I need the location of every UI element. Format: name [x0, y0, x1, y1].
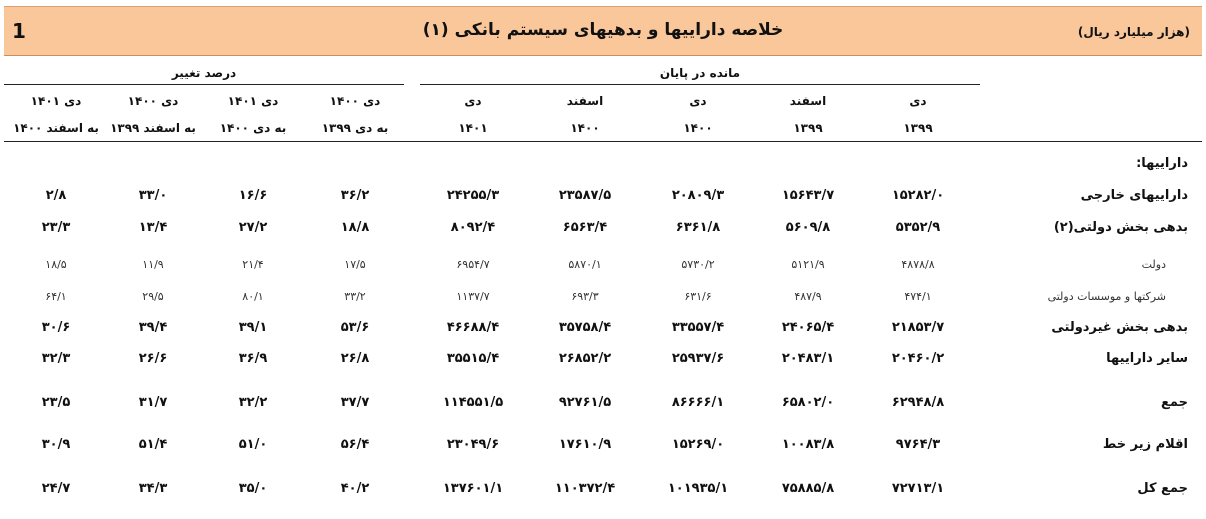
column-header-line2: ۱۴۰۱: [458, 121, 488, 135]
table-cell: ۳۵/۰: [238, 481, 268, 496]
table-cell: ۱۱۴۵۵۱/۵: [442, 395, 504, 410]
table-cell: ۳۳/۰: [138, 188, 168, 203]
table-cell: ۴۸۷/۹: [794, 290, 822, 303]
table-cell: ۶۳۱/۶: [684, 290, 712, 303]
header-rule: [4, 141, 1202, 142]
table-cell: ۲۶/۸: [340, 351, 370, 366]
table-cell: ۸۰۹۲/۴: [450, 220, 496, 235]
table-cell: ۷۵۸۸۵/۸: [781, 481, 835, 496]
table-cell: ۵۷۳۰/۲: [681, 258, 715, 271]
table-title: خلاصه داراییها و بدهیهای سیستم بانکی (۱): [422, 20, 784, 40]
table-cell: ۲۰۸۰۹/۳: [671, 188, 725, 203]
column-header-line1: دی: [909, 94, 927, 108]
row-label: سایر داراییها: [1106, 351, 1188, 366]
table-cell: ۶۲۹۴۸/۸: [891, 395, 945, 410]
row-label: بدهی بخش غیردولتی: [1051, 320, 1188, 335]
table-cell: ۴۶۶۸۸/۴: [446, 320, 500, 335]
table-cell: ۹۲۷۶۱/۵: [558, 395, 612, 410]
column-header-line1: دی ۱۴۰۱: [227, 94, 279, 108]
table-cell: ۶۹۵۴/۷: [456, 258, 490, 271]
column-header-line1: دی: [689, 94, 707, 108]
column-header-line2: ۱۳۹۹: [793, 121, 823, 135]
table-cell: ۳۶/۲: [340, 188, 370, 203]
table-cell: ۳۹/۱: [238, 320, 268, 335]
table-cell: ۳۵۵۱۵/۴: [446, 351, 500, 366]
table-cell: ۲۵۹۳۷/۶: [671, 351, 725, 366]
row-label: دولت: [1141, 258, 1166, 271]
row-label: بدهی بخش دولتی(۲): [1053, 220, 1188, 235]
row-label: اقلام زیر خط: [1102, 437, 1188, 452]
table-cell: ۹۷۶۴/۳: [895, 437, 941, 452]
table-cell: ۳۵۷۵۸/۴: [558, 320, 612, 335]
table-cell: ۱۵۶۴۳/۷: [781, 188, 835, 203]
table-cell: ۵۶/۴: [340, 437, 370, 452]
table-cell: ۲۳۵۸۷/۵: [558, 188, 612, 203]
table-cell: ۳۰/۹: [41, 437, 71, 452]
section-label: داراییها:: [1136, 156, 1188, 171]
table-cell: ۲۶/۶: [138, 351, 168, 366]
table-cell: ۲۳۰۴۹/۶: [446, 437, 500, 452]
table-cell: ۱۷۶۱۰/۹: [558, 437, 612, 452]
table-cell: ۵۸۷۰/۱: [568, 258, 602, 271]
column-header-line2: به اسفند ۱۴۰۰: [13, 121, 99, 135]
column-header-line2: به اسفند ۱۳۹۹: [110, 121, 196, 135]
column-header-line1: اسفند: [789, 94, 827, 108]
table-cell: ۲۱۸۵۳/۷: [891, 320, 945, 335]
table-cell: ۱۱۳۷/۷: [456, 290, 490, 303]
column-header-line1: اسفند: [566, 94, 604, 108]
table-cell: ۴۰/۲: [340, 481, 370, 496]
column-header-line2: ۱۴۰۰: [683, 121, 713, 135]
column-header-line2: ۱۴۰۰: [570, 121, 600, 135]
table-cell: ۱۷/۵: [344, 258, 366, 271]
row-label: جمع: [1161, 395, 1188, 410]
table-cell: ۳۳۵۵۷/۴: [671, 320, 725, 335]
table-cell: ۳۲/۳: [41, 351, 71, 366]
title-bar: [4, 6, 1202, 56]
table-cell: ۴۷۴/۱: [904, 290, 932, 303]
table-cell: ۲۷/۲: [238, 220, 268, 235]
table-cell: ۳۶/۹: [238, 351, 268, 366]
table-cell: ۲۰۴۶۰/۲: [891, 351, 945, 366]
table-cell: ۱۳/۴: [138, 220, 168, 235]
table-cell: ۲۶۸۵۲/۲: [558, 351, 612, 366]
table-cell: ۵۶۰۹/۸: [785, 220, 831, 235]
table-cell: ۶۵۶۳/۴: [562, 220, 608, 235]
table-cell: ۷۲۷۱۳/۱: [891, 481, 945, 496]
table-cell: ۶۵۸۰۲/۰: [781, 395, 835, 410]
table-cell: ۳۴/۳: [138, 481, 168, 496]
table-cell: ۲۴۰۶۵/۴: [781, 320, 835, 335]
group-rule-balance: [420, 84, 980, 85]
table-cell: ۲۹/۵: [142, 290, 164, 303]
table-cell: ۱۱۰۳۷۲/۴: [554, 481, 616, 496]
table-cell: ۵۱۲۱/۹: [791, 258, 825, 271]
table-cell: ۱۱/۹: [142, 258, 164, 271]
table-cell: ۳۷/۷: [340, 395, 370, 410]
table-cell: ۱۳۷۶۰۱/۱: [442, 481, 504, 496]
table-cell: ۴۸۷۸/۸: [901, 258, 935, 271]
table-cell: ۳۲/۲: [238, 395, 268, 410]
table-cell: ۵۳۵۲/۹: [895, 220, 941, 235]
table-cell: ۲۳/۳: [41, 220, 71, 235]
table-cell: ۱۸/۵: [45, 258, 67, 271]
group-rule-change: [4, 84, 404, 85]
table-cell: ۳۳/۲: [344, 290, 366, 303]
column-header-line1: دی: [464, 94, 482, 108]
column-header-line2: به دی ۱۳۹۹: [321, 121, 389, 135]
table-cell: ۲۰۴۸۳/۱: [781, 351, 835, 366]
table-cell: ۸۰/۱: [242, 290, 264, 303]
row-label: جمع کل: [1137, 481, 1188, 496]
table-cell: ۳۱/۷: [138, 395, 168, 410]
table-cell: ۱۸/۸: [340, 220, 370, 235]
table-cell: ۱۶/۶: [238, 188, 268, 203]
column-header-line1: دی ۱۴۰۰: [329, 94, 381, 108]
table-cell: ۸۶۶۶۶/۱: [671, 395, 725, 410]
column-header-line1: دی ۱۴۰۱: [30, 94, 82, 108]
table-cell: ۳۹/۴: [138, 320, 168, 335]
column-header-line1: دی ۱۴۰۰: [127, 94, 179, 108]
table-cell: ۵۳/۶: [340, 320, 370, 335]
row-label: شرکتها و موسسات دولتی: [1047, 290, 1166, 303]
table-cell: ۱۰۰۸۳/۸: [781, 437, 835, 452]
table-cell: ۲۱/۴: [242, 258, 264, 271]
table-cell: ۳۰/۶: [41, 320, 71, 335]
table-cell: ۲/۸: [45, 188, 67, 203]
table-number: 1: [12, 19, 26, 43]
table-cell: ۱۰۱۹۳۵/۱: [667, 481, 729, 496]
table-cell: ۱۵۲۸۲/۰: [891, 188, 945, 203]
group-header-balance: مانده در پایان: [659, 66, 741, 80]
table-cell: ۱۵۲۶۹/۰: [671, 437, 725, 452]
table-cell: ۶۴/۱: [45, 290, 67, 303]
table-cell: ۶۹۳/۳: [571, 290, 599, 303]
group-header-change: درصد تغییر: [171, 66, 237, 80]
row-label: داراییهای خارجی: [1080, 188, 1188, 203]
table-cell: ۲۴/۷: [41, 481, 71, 496]
table-cell: ۲۳/۵: [41, 395, 71, 410]
table-cell: ۲۴۲۵۵/۳: [446, 188, 500, 203]
column-header-line2: به دی ۱۴۰۰: [219, 121, 287, 135]
unit-label: (هزار میلیارد ریال): [1077, 25, 1190, 39]
table-cell: ۶۳۶۱/۸: [675, 220, 721, 235]
table-cell: ۵۱/۰: [238, 437, 268, 452]
column-header-line2: ۱۳۹۹: [903, 121, 933, 135]
table-cell: ۵۱/۴: [138, 437, 168, 452]
